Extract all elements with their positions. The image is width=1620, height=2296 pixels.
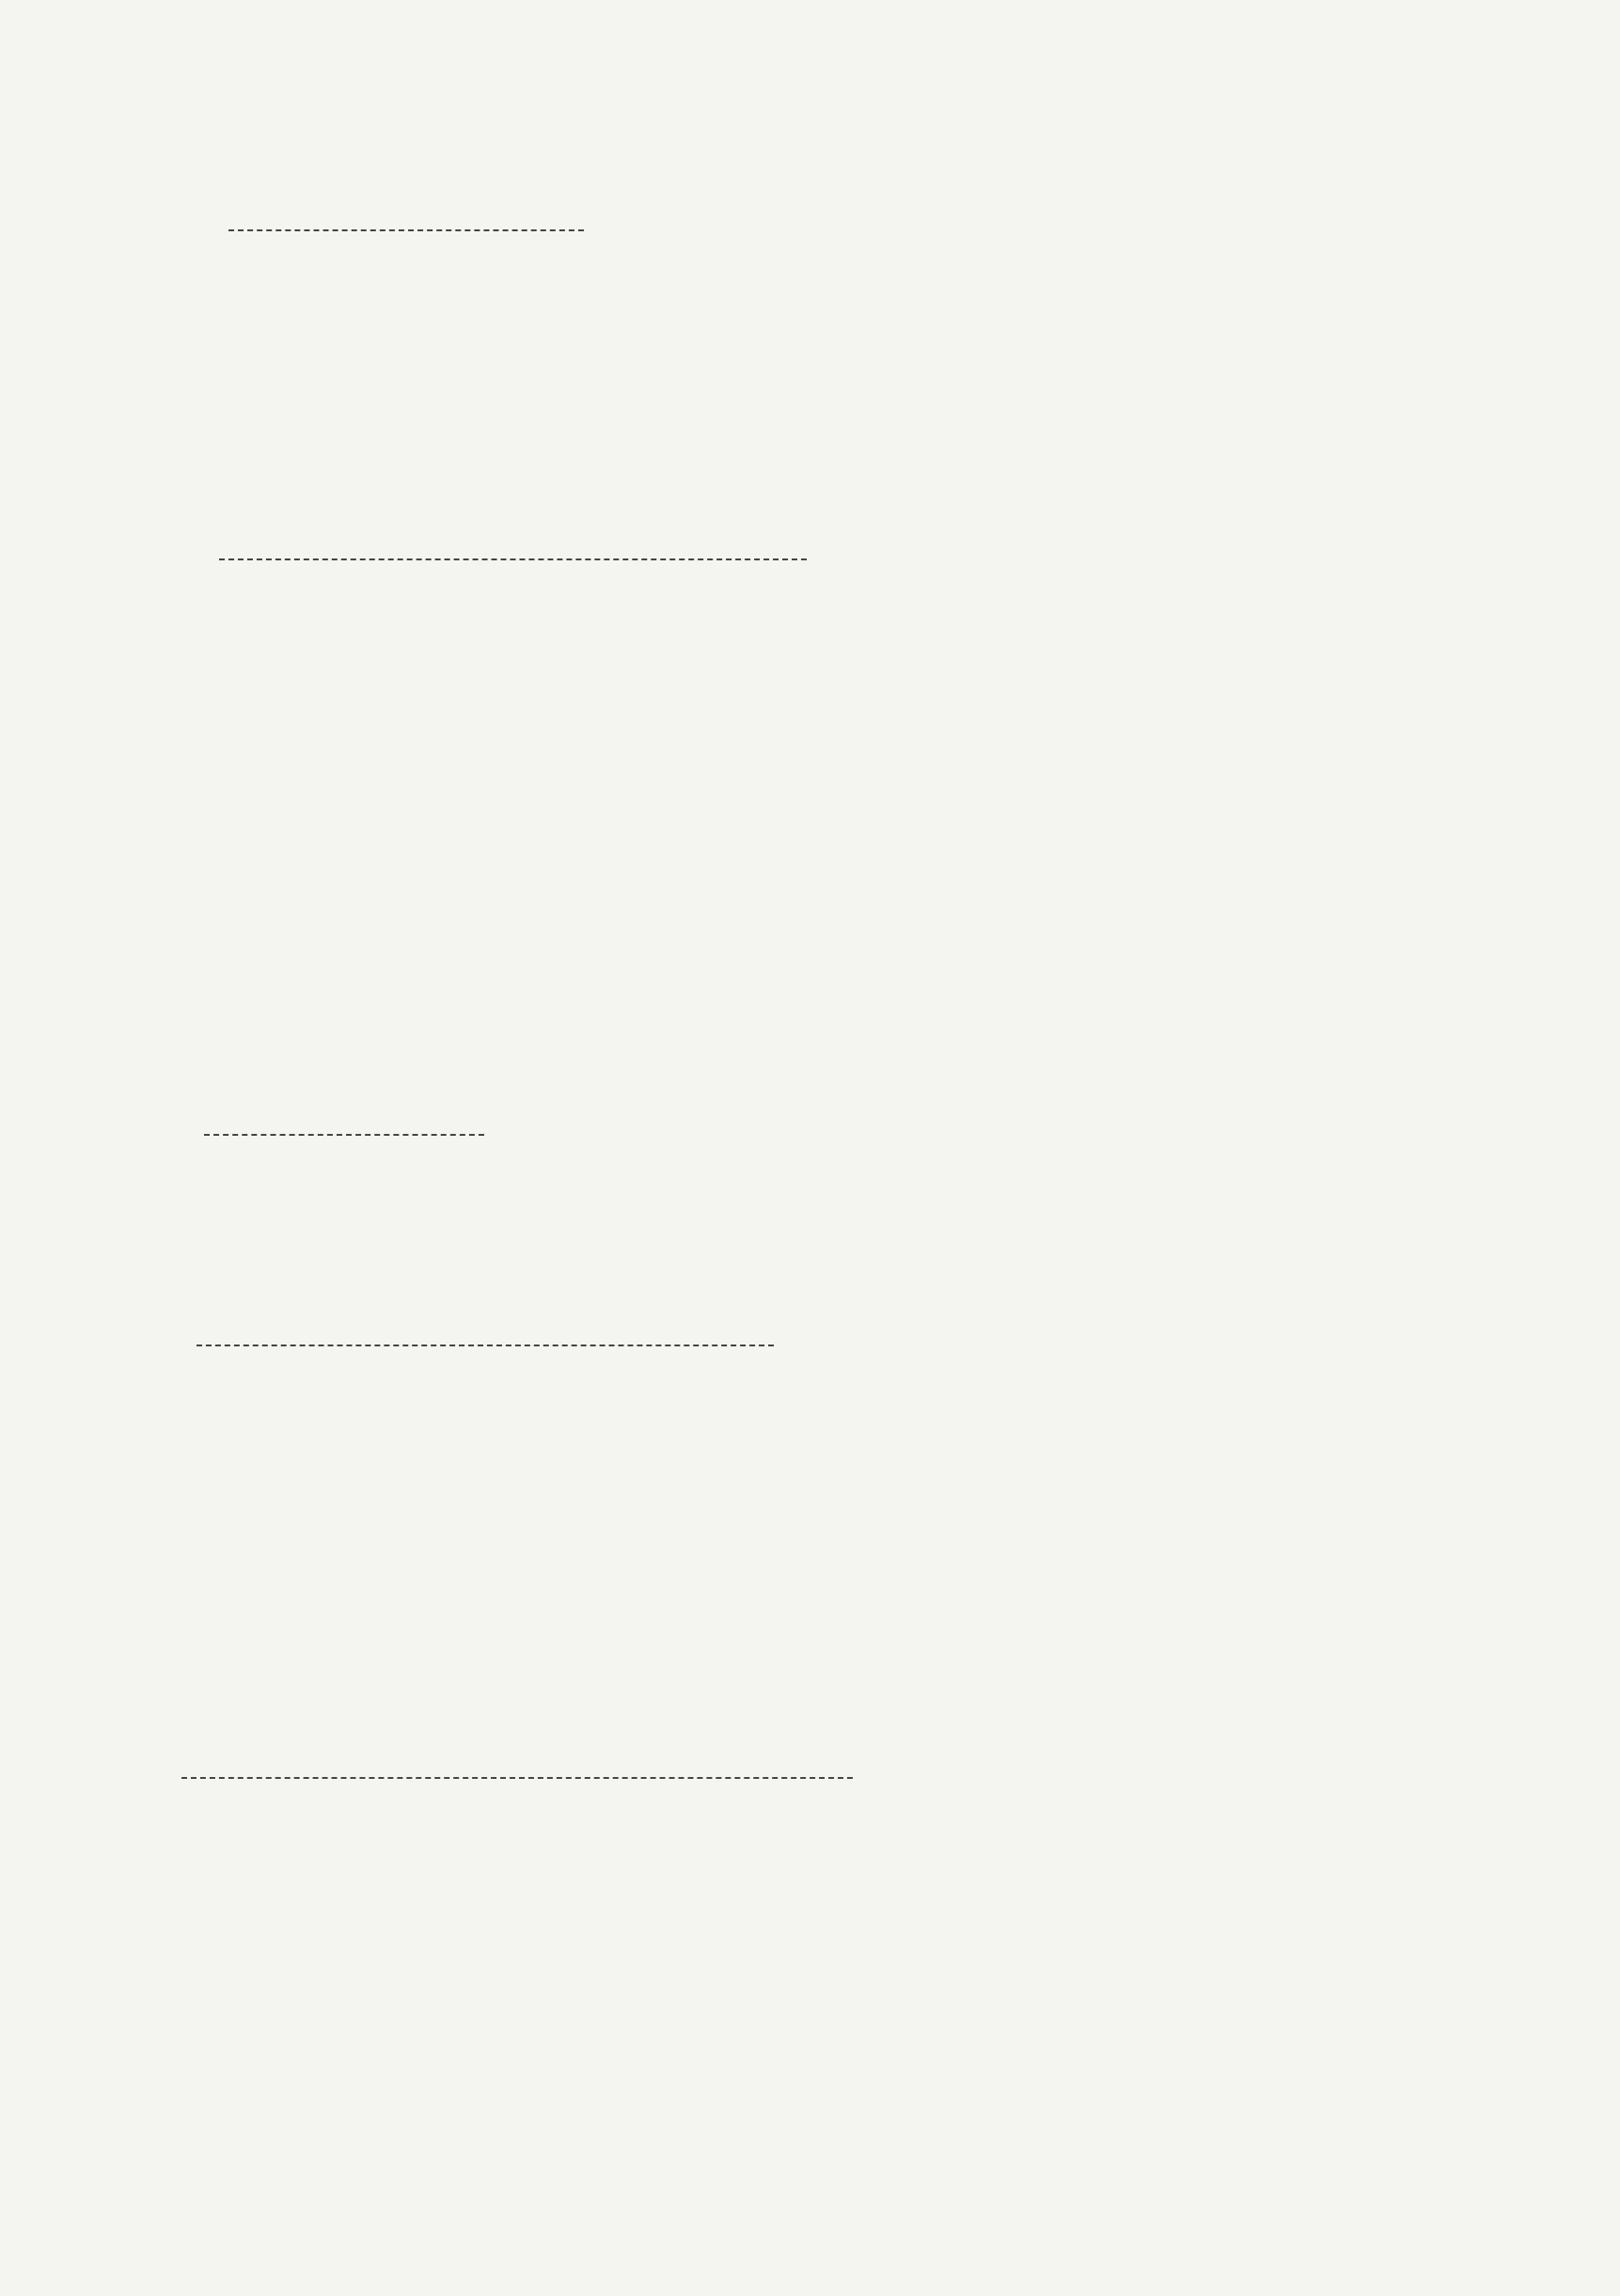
dashed-separator [204,1134,484,1136]
dashed-separator [219,558,807,560]
dashed-separator [197,1345,774,1346]
dashed-separator [181,1777,853,1779]
dashed-separator [228,229,584,231]
